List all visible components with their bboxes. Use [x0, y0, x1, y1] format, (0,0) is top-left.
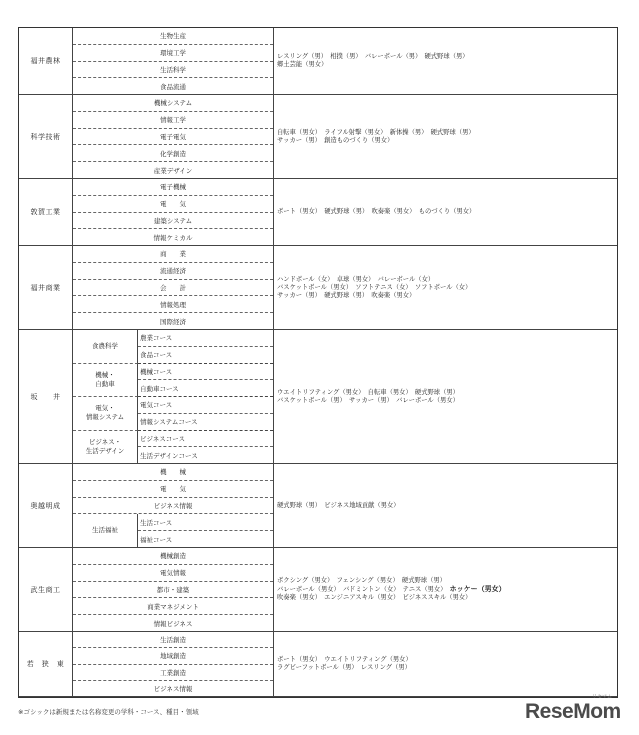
school-name: 福井商業	[19, 246, 73, 330]
school-name: 坂 井	[19, 330, 73, 464]
sports-text: 吹奏楽（男女） エンジニアスキル（男女） ビジネススキル（男女）	[277, 594, 472, 601]
department-cell: 産業デザイン	[73, 162, 273, 179]
designated-sports-cell	[273, 632, 617, 697]
sports-line	[277, 284, 617, 292]
sports-text: 郷土芸能（男女）	[277, 61, 328, 68]
department-cell: 電 気	[73, 481, 273, 498]
designated-sports-cell	[273, 28, 617, 95]
department-cell: 電気情報	[73, 565, 273, 582]
resemom-logo: ReseMom	[525, 700, 621, 723]
department-cell: 会 計	[73, 280, 273, 297]
department-cell: 食品流通	[73, 78, 273, 95]
course-cell: 食品コース	[138, 347, 273, 364]
course-cell: 電気コース	[138, 397, 273, 414]
sports-line	[277, 292, 617, 300]
department-cell: 電子電気	[73, 129, 273, 146]
sports-line	[277, 577, 617, 585]
department-cell: 情報処理	[73, 296, 273, 313]
sports-text: レスリング（男） 相撲（男） バレーボール（男） 硬式野球（男）	[277, 53, 469, 60]
sports-text: 硬式野球（男） ビジネス地域貢献（男女）	[277, 501, 400, 509]
department-cell: ビジネス情報	[73, 681, 273, 697]
designated-sports-cell	[273, 246, 617, 330]
department-cell: 建築システム	[73, 213, 273, 230]
department-cell: 化学創造	[73, 145, 273, 162]
department-cell: 生活科学	[73, 62, 273, 79]
department-group-cell: 食農科学	[73, 330, 138, 364]
school-name: 科学技術	[19, 95, 73, 179]
course-cell: 福祉コース	[138, 531, 273, 548]
department-cell: 電 気	[73, 196, 273, 213]
sports-text: ボクシング（男女） フェンシング（男女） 硬式野球（男）	[277, 577, 446, 584]
department-cell: 機械創造	[73, 548, 273, 565]
sports-line	[277, 208, 617, 216]
department-cell: 生活創造	[73, 632, 273, 648]
school-name: 若 狭 東	[19, 632, 73, 697]
resemom-logo-caption: リセマム	[592, 694, 612, 700]
sports-line	[277, 397, 617, 405]
department-group-cell: 生活福祉	[73, 514, 138, 548]
sports-text: ハンドボール（女） 卓球（男女） バレーボール（女）	[277, 275, 435, 283]
sports-text: サッカー（男） 硬式野球（男） 吹奏楽（男女）	[277, 291, 416, 299]
department-cell: 商 業	[73, 246, 273, 263]
department-cell: 生物生産	[73, 28, 273, 45]
sports-line	[277, 137, 617, 145]
sports-text: ボート（男女） 硬式野球（男） 吹奏楽（男女） ものづくり（男女）	[277, 208, 476, 215]
course-cell: 自動車コース	[138, 380, 273, 397]
sports-line	[277, 502, 617, 510]
sports-line	[277, 53, 617, 61]
course-cell: 生活コース	[138, 514, 273, 531]
department-cell: 地域創造	[73, 648, 273, 664]
school-table	[18, 27, 618, 698]
footnote: ※ゴシックは新規または名称変更の学科・コース、種目・領域	[18, 708, 199, 716]
department-cell: 情報工学	[73, 112, 273, 129]
course-cell: 農業コース	[138, 330, 273, 347]
department-group-cell: ビジネス・ 生活デザイン	[73, 431, 138, 465]
sports-item-bold: ホッケー（男女）	[449, 585, 506, 593]
course-cell: ビジネスコース	[138, 431, 273, 448]
department-group-cell: 電気・ 情報システム	[73, 397, 138, 431]
course-cell: 機械コース	[138, 364, 273, 381]
department-cell: 機 械	[73, 464, 273, 481]
sports-line	[277, 276, 617, 284]
sports-text: バスケットボール（男女） ソフトテニス（女） ソフトボール（女）	[277, 283, 472, 291]
school-name: 武生商工	[19, 548, 73, 632]
sports-line	[277, 585, 617, 594]
designated-sports-cell	[273, 464, 617, 548]
department-cell: 商業マネジメント	[73, 598, 273, 615]
department-cell: ビジネス情報	[73, 498, 273, 515]
department-cell: 工業創造	[73, 665, 273, 681]
department-cell: 国際経済	[73, 313, 273, 330]
sports-line	[277, 664, 617, 672]
sports-text: ウエイトリフティング（男女） 自転車（男女） 硬式野球（男）	[277, 388, 459, 396]
school-name: 福井農林	[19, 28, 73, 95]
designated-sports-cell	[273, 548, 617, 632]
sports-text: バスケットボール（男） サッカー（男） バレーボール（男女）	[277, 396, 459, 404]
course-cell: 情報システムコース	[138, 414, 273, 431]
department-group-cell: 機械・ 自動車	[73, 364, 138, 398]
sports-line	[277, 129, 617, 137]
department-cell: 流通経済	[73, 263, 273, 280]
sports-line	[277, 61, 617, 69]
sports-text: ボート（男女） ウエイトリフティング（男女）	[277, 656, 412, 663]
department-cell: 情報ケミカル	[73, 229, 273, 246]
department-cell: 情報ビジネス	[73, 615, 273, 632]
sports-text: バレーボール（男女） バドミントン（女） テニス（男女）	[277, 586, 450, 593]
sports-line	[277, 389, 617, 397]
designated-sports-cell	[273, 179, 617, 246]
sports-text: 自転車（男女） ライフル射撃（男女） 新体操（男） 硬式野球（男）	[277, 128, 475, 136]
sports-line	[277, 656, 617, 664]
department-cell: 機械システム	[73, 95, 273, 112]
sports-text: サッカー（男） 創造ものづくり（男女）	[277, 136, 394, 144]
designated-sports-cell	[273, 330, 617, 464]
school-name: 奥越明成	[19, 464, 73, 548]
course-cell: 生活デザインコース	[138, 447, 273, 464]
department-cell: 都市・建築	[73, 582, 273, 599]
school-name: 敦賀工業	[19, 179, 73, 246]
department-cell: 環境工学	[73, 45, 273, 62]
department-cell: 電子機械	[73, 179, 273, 196]
designated-sports-cell	[273, 95, 617, 179]
sports-text: ラグビーフットボール（男） レスリング（男）	[277, 664, 411, 671]
sports-line	[277, 594, 617, 602]
